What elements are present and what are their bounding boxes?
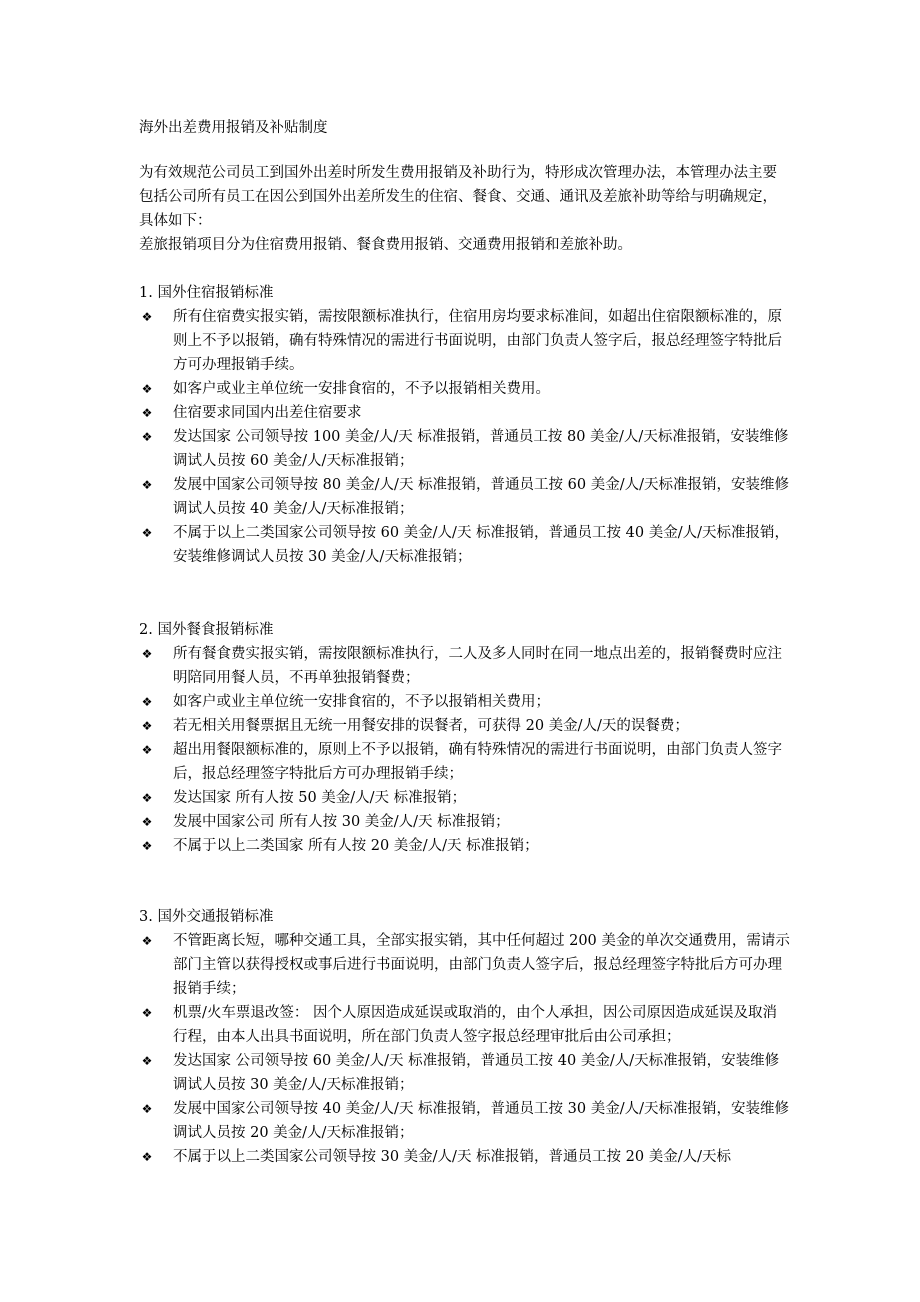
intro-paragraph: 为有效规范公司员工到国外出差时所发生费用报销及补助行为，特形成次管理办法，本管理办法主要包括公司所有员工在因公到国外出差所发生的住宿、餐食、交通、通讯及差旅补助等给与明确规定，具体如下： xyxy=(139,165,777,229)
diamond-bullet-icon: ❖ xyxy=(141,1102,153,1116)
list-item xyxy=(139,473,791,521)
diamond-bullet-icon: ❖ xyxy=(141,815,153,829)
list-item xyxy=(139,738,791,786)
diamond-bullet-icon: ❖ xyxy=(141,526,153,540)
list-item xyxy=(139,305,791,377)
diamond-bullet-icon: ❖ xyxy=(141,1054,153,1068)
list-item xyxy=(139,1097,791,1145)
bullet-list xyxy=(139,929,799,1169)
list-item-text: 住宿要求同国内出差住宿要求 xyxy=(173,405,362,421)
list-item-text: 不属于以上二类国家公司领导按 60 美金/人/天 标准报销，普通员工按 40 美金/人/天标准报销，安装维修调试人员按 30 美金/人/天标准报销； xyxy=(173,525,789,565)
list-item xyxy=(139,810,791,834)
list-item-text: 机票/火车票退改签： 因个人原因造成延误或取消的，由个人承担，因公司原因造成延误及取消行程，由本人出具书面说明，所在部门负责人签字报总经理审批后由公司承担； xyxy=(173,1005,777,1045)
list-item-text: 如客户或业主单位统一安排食宿的，不予以报销相关费用； xyxy=(173,694,550,710)
list-item xyxy=(139,425,791,473)
section-accommodation xyxy=(139,281,799,569)
diamond-bullet-icon: ❖ xyxy=(141,382,153,396)
document-title: 海外出差费用报销及补贴制度 xyxy=(139,120,328,136)
list-item xyxy=(139,377,791,401)
list-item-text: 所有餐食费实报实销，需按限额标准执行，二人及多人同时在同一地点出差的，报销餐费时应注明陪同用餐人员，不再单独报销餐费； xyxy=(173,646,782,686)
intro-paragraph: 差旅报销项目分为住宿费用报销、餐食费用报销、交通费用报销和差旅补助。 xyxy=(139,237,632,253)
diamond-bullet-icon: ❖ xyxy=(141,695,153,709)
intro-block xyxy=(139,161,789,257)
diamond-bullet-icon: ❖ xyxy=(141,1006,153,1020)
diamond-bullet-icon: ❖ xyxy=(141,310,153,324)
bullet-list xyxy=(139,305,799,569)
section-heading: 1. 国外住宿报销标准 xyxy=(139,285,274,301)
list-item-text: 发展中国家公司领导按 40 美金/人/天 标准报销，普通员工按 30 美金/人/天标准报销，安装维修调试人员按 20 美金/人/天标准报销； xyxy=(173,1101,789,1141)
diamond-bullet-icon: ❖ xyxy=(141,647,153,661)
list-item xyxy=(139,929,791,1001)
list-item-text: 若无相关用餐票据且无统一用餐安排的误餐者，可获得 20 美金/人/天的误餐费； xyxy=(173,718,689,734)
list-item-text: 如客户或业主单位统一安排食宿的，不予以报销相关费用。 xyxy=(173,381,550,397)
list-item xyxy=(139,642,791,690)
list-item-text: 发达国家 所有人按 50 美金/人/天 标准报销； xyxy=(173,790,467,806)
section-transportation xyxy=(139,905,799,1169)
list-item-text: 发达国家 公司领导按 60 美金/人/天 标准报销，普通员工按 40 美金/人/天标准报销，安装维修调试人员按 30 美金/人/天标准报销； xyxy=(173,1053,780,1093)
list-item xyxy=(139,1049,791,1097)
list-item-text: 不属于以上二类国家 所有人按 20 美金/人/天 标准报销； xyxy=(173,838,539,854)
list-item xyxy=(139,1001,791,1049)
list-item xyxy=(139,401,791,425)
list-item xyxy=(139,786,791,810)
diamond-bullet-icon: ❖ xyxy=(141,430,153,444)
list-item-text: 发展中国家公司 所有人按 30 美金/人/天 标准报销； xyxy=(173,814,510,830)
list-item-text: 所有住宿费实报实销，需按限额标准执行，住宿用房均要求标准间，如超出住宿限额标准的，原则上不予以报销，确有特殊情况的需进行书面说明，由部门负责人签字后，报总经理签字特批后方可办理报销手续。 xyxy=(173,309,782,373)
list-item-text: 超出用餐限额标准的，原则上不予以报销，确有特殊情况的需进行书面说明，由部门负责人签字后，报总经理签字特批后方可办理报销手续； xyxy=(173,742,782,782)
section-heading: 2. 国外餐食报销标准 xyxy=(139,622,274,638)
list-item-text: 发展中国家公司领导按 80 美金/人/天 标准报销，普通员工按 60 美金/人/天标准报销，安装维修调试人员按 40 美金/人/天标准报销； xyxy=(173,477,789,517)
diamond-bullet-icon: ❖ xyxy=(141,743,153,757)
section-heading: 3. 国外交通报销标准 xyxy=(139,909,274,925)
list-item-text: 不属于以上二类国家公司领导按 30 美金/人/天 标准报销，普通员工按 20 美金/人/天标 xyxy=(173,1149,731,1165)
diamond-bullet-icon: ❖ xyxy=(141,478,153,492)
bullet-list xyxy=(139,642,799,858)
diamond-bullet-icon: ❖ xyxy=(141,839,153,853)
list-item-text: 发达国家 公司领导按 100 美金/人/天 标准报销，普通员工按 80 美金/人/天标准报销，安装维修调试人员按 60 美金/人/天标准报销； xyxy=(173,429,789,469)
diamond-bullet-icon: ❖ xyxy=(141,1150,153,1164)
diamond-bullet-icon: ❖ xyxy=(141,406,153,420)
list-item xyxy=(139,521,791,569)
list-item xyxy=(139,714,791,738)
section-meals xyxy=(139,618,799,858)
list-item xyxy=(139,1145,791,1169)
list-item xyxy=(139,690,791,714)
list-item-text: 不管距离长短，哪种交通工具，全部实报实销，其中任何超过 200 美金的单次交通费用，需请示部门主管以获得授权或事后进行书面说明，由部门负责人签字后，报总经理签字特批后方可办理报销手续； xyxy=(173,933,790,997)
diamond-bullet-icon: ❖ xyxy=(141,719,153,733)
list-item xyxy=(139,834,791,858)
diamond-bullet-icon: ❖ xyxy=(141,791,153,805)
diamond-bullet-icon: ❖ xyxy=(141,934,153,948)
